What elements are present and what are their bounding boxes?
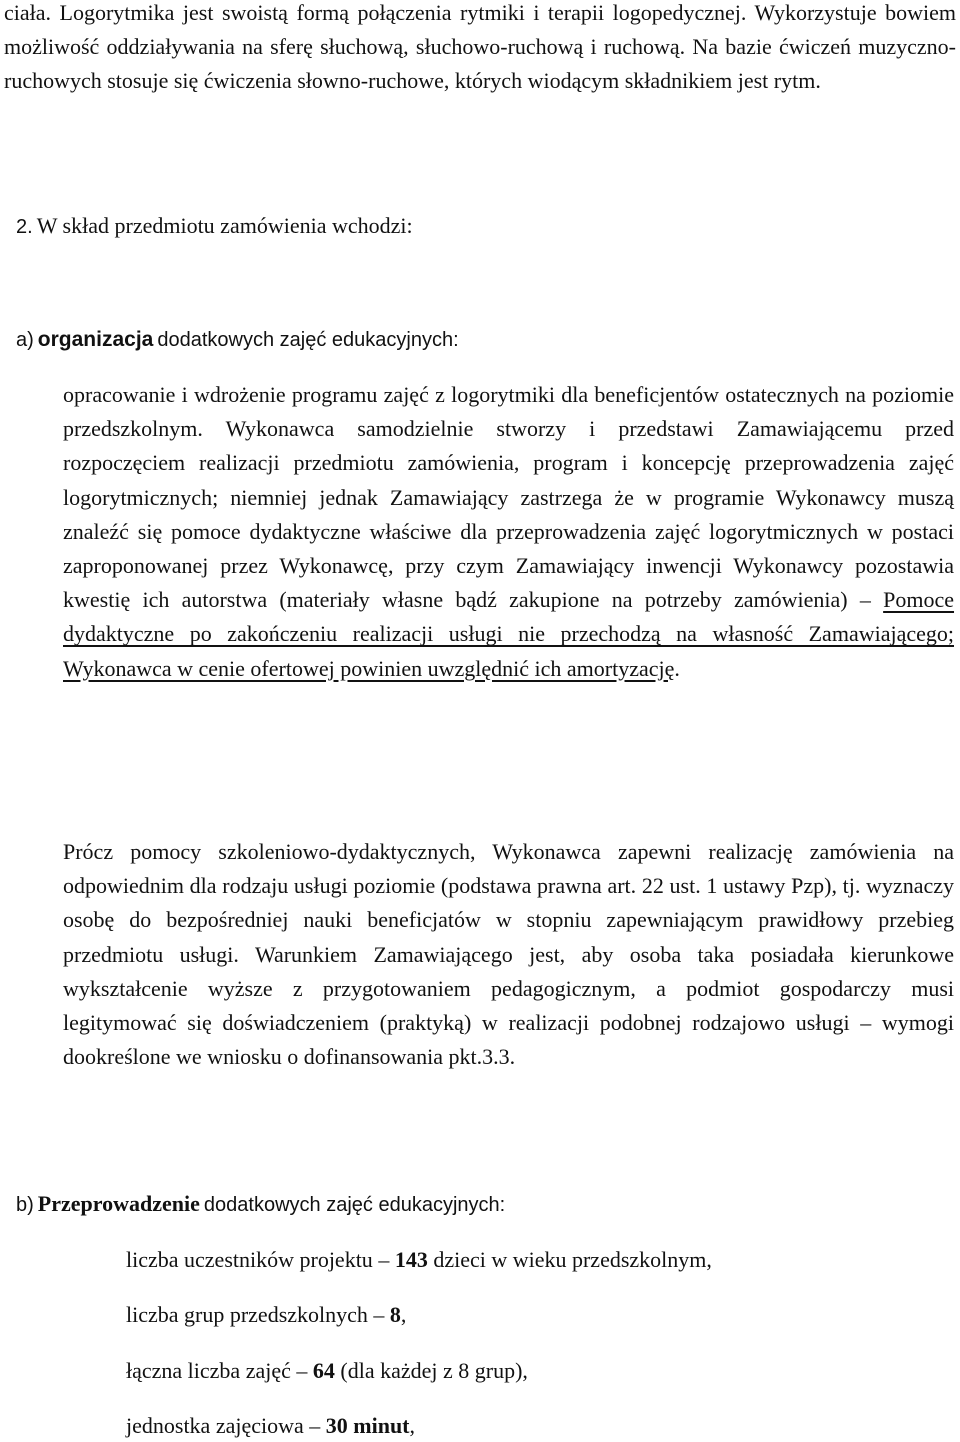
item-a-para1-end: . bbox=[674, 655, 680, 681]
item-b-line-dash: – bbox=[378, 1247, 390, 1272]
item-a-rest: dodatkowych zajęć edukacyjnych: bbox=[157, 329, 459, 351]
item-a-paragraph-1 bbox=[0, 378, 960, 686]
item-b-line-participants bbox=[126, 1246, 960, 1274]
item-a-para2-end: wymogi dookreślone we wniosku o dofinansowania pkt.3.3. bbox=[63, 1010, 954, 1070]
section-number: 2. bbox=[16, 216, 33, 238]
item-a-bold: organizacja bbox=[37, 328, 154, 351]
intro-text: ciała. Logorytmika jest swoistą formą połączenia rytmiki i terapii logopedycznej. Wykorzystuje bowiem możliwość oddziaływania na sferę słuchową, słuchowo-ruchową i ruchową. Na bazie ćwiczeń muzyczno-ruchowych stosuje się ćwiczenia słowno-ruchowe, których wiodącym składnikiem jest rytm. bbox=[4, 0, 956, 93]
item-b-line-unit bbox=[126, 1412, 960, 1440]
item-b-line-value: 64 bbox=[312, 1358, 335, 1383]
item-a-paragraph-2 bbox=[0, 835, 960, 1074]
item-a-para1-underlined: Pomoce dydaktyczne po zakończeniu realizacji usługi nie przechodzą na własność Zamawiającego; Wykonawca w cenie ofertowej powinien uwzględnić ich amortyzację bbox=[63, 587, 955, 681]
item-b-marker: b) bbox=[16, 1194, 34, 1216]
item-a-heading bbox=[16, 326, 960, 356]
item-a-para1-text: opracowanie i wdrożenie programu zajęć z logorytmiki dla beneficjentów ostatecznych na poziomie przedszkolnym. Wykonawca samodzielnie stworzy i przedstawi Zamawiającemu przed rozpoczęciem realizacji przedmiotu zamówienia, program i koncepcję przeprowadzenia zajęć logorytmicznych; niemniej jednak Zamawiający zastrzega że w programie Wykonawcy muszą znaleźć się pomoce dydaktyczne właściwe dla przeprowadzenia zajęć logorytmicznych w postaci zaproponowanej przez Wykonawcę, przy czym Zamawiający inwencji Wykonawcy pozostawia kwestię ich autorstwa (materiały własne bądź zakupione na potrzeby zamówienia) bbox=[63, 382, 954, 613]
item-a-marker: a) bbox=[16, 329, 34, 351]
item-b-line-label: jednostka zajęciowa bbox=[126, 1413, 304, 1438]
item-b-line-groups bbox=[126, 1301, 960, 1329]
item-b-line-after: , bbox=[409, 1413, 416, 1438]
item-a-para2-text: Prócz pomocy szkoleniowo-dydaktycznych, Wykonawca zapewni realizację zamówienia na odpowiednim dla rodzaju usługi poziomie (podstawa prawna art. 22 ust. 1 ustawy Pzp), tj. wyznaczy osobę do bezpośredniej nauki beneficjatów w stopniu zapewniającym prawidłowy przebieg przedmiotu usługi. Warunkiem Zamawiającego jest, aby osoba taka posiadała kierunkowe wykształcenie wyższe z przygotowaniem pedagogicznym, a podmiot gospodarczy musi legitymować się doświadczeniem (praktyką) w realizacji podobnej rodzajowo usługi bbox=[63, 839, 954, 1036]
item-b-line-value: 30 minut bbox=[325, 1413, 410, 1438]
item-b-line-label: liczba uczestników projektu bbox=[126, 1247, 373, 1272]
item-b-line-dash: – bbox=[373, 1302, 385, 1327]
item-b-line-classes bbox=[126, 1357, 960, 1385]
item-b-line-after: dzieci w wieku przedszkolnym, bbox=[433, 1247, 712, 1272]
item-b-line-after: (dla każdej z 8 grup), bbox=[340, 1358, 528, 1383]
item-b-rest: dodatkowych zajęć edukacyjnych: bbox=[203, 1194, 506, 1216]
intro-paragraph bbox=[0, 0, 960, 98]
item-b-line-value: 8 bbox=[389, 1302, 401, 1327]
item-a-para2-dash: – bbox=[860, 1010, 872, 1036]
item-b-line-label: liczba grup przedszkolnych bbox=[126, 1302, 368, 1327]
item-b-heading bbox=[16, 1190, 960, 1221]
item-b-line-label: łączna liczba zajęć bbox=[126, 1358, 291, 1383]
item-a-para1-dash: – bbox=[859, 587, 871, 613]
section-title: W skład przedmiotu zamówienia wchodzi: bbox=[36, 213, 413, 238]
item-b-line-after: , bbox=[400, 1302, 407, 1327]
item-b-line-dash: – bbox=[296, 1358, 308, 1383]
item-b-bold: Przeprowadzenie bbox=[37, 1191, 200, 1216]
section-heading bbox=[16, 212, 960, 243]
item-b-line-value: 143 bbox=[394, 1247, 428, 1272]
item-b-line-dash: – bbox=[309, 1413, 321, 1438]
